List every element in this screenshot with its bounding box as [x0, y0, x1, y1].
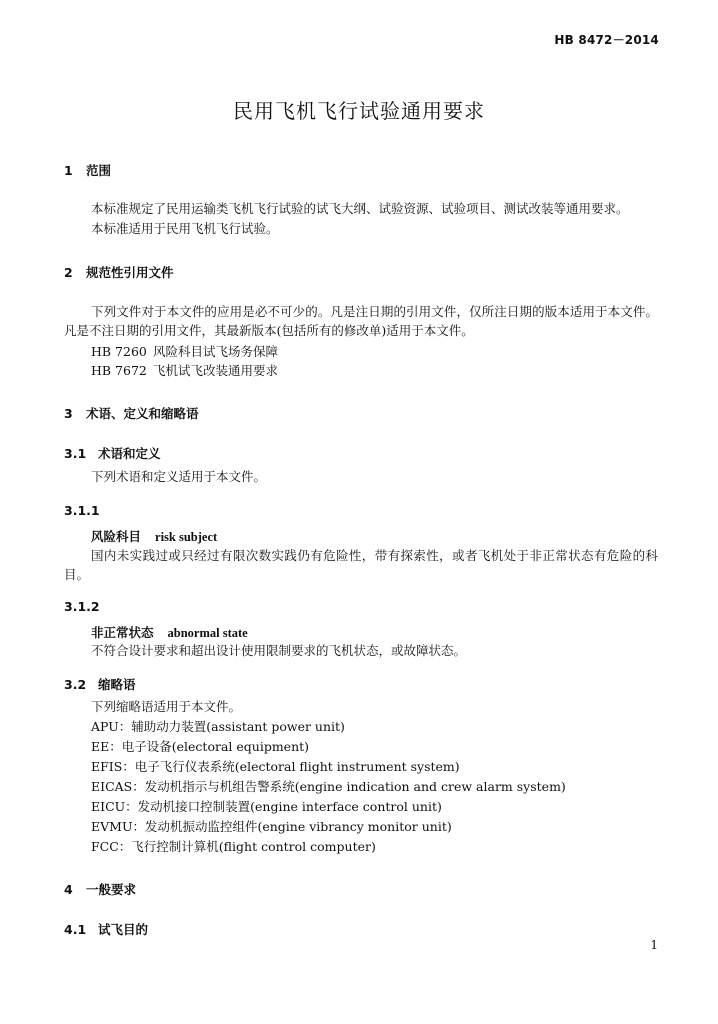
- section-number: 2: [64, 265, 73, 280]
- term-english: risk subject: [155, 530, 218, 544]
- term-entry: [91, 623, 248, 641]
- section-number: 3.2: [64, 677, 87, 692]
- section-title: 术语、定义和缩略语: [86, 406, 199, 421]
- abbreviation-item: EICAS：发动机指示与机组告警系统(engine indication and crew alarm system): [91, 779, 566, 794]
- term-definition: 国内未实践过或只经过有限次数实践仍有危险性，带有探索性，或者飞机处于非正常状态有危险的科目。: [64, 548, 658, 582]
- section-title: 规范性引用文件: [86, 265, 174, 280]
- section-1-heading: [64, 161, 111, 179]
- reference-item: [91, 363, 278, 379]
- document-title: 民用飞机飞行试验通用要求: [233, 99, 485, 123]
- reference-code: HB 7260: [91, 344, 147, 359]
- section-3-heading: [64, 404, 199, 422]
- page-number: 1: [650, 938, 658, 952]
- references-paragraph: 下列文件对于本文件的应用是必不可少的。凡是注日期的引用文件，仅所注日期的版本适用于本文件。凡是不注日期的引用文件，其最新版本(包括所有的修改单)适用于本文件。: [64, 304, 658, 338]
- section-title: 缩略语: [98, 677, 136, 692]
- term-chinese: 风险科目: [91, 529, 142, 544]
- section-3-1-1-number: 3.1.1: [64, 503, 100, 518]
- reference-name: 飞机试飞改装通用要求: [153, 363, 279, 378]
- abbreviation-item: EFIS：电子飞行仪表系统(electoral flight instrument system): [91, 759, 460, 774]
- section-3-2-heading: [64, 675, 136, 693]
- section-4-heading: [64, 880, 136, 898]
- section-number: 1: [64, 163, 73, 178]
- abbreviation-item: EICU：发动机接口控制装置(engine interface control unit): [91, 799, 442, 814]
- standard-number: HB 8472－2014: [554, 33, 659, 47]
- section-3-1-heading: [64, 444, 161, 462]
- scope-paragraph-2: 本标准适用于民用飞机飞行试验。: [91, 221, 279, 236]
- abbreviation-item: APU：辅助动力装置(assistant power unit): [91, 719, 345, 734]
- reference-item: [91, 344, 278, 360]
- abbreviation-item: FCC：飞行控制计算机(flight control computer): [91, 839, 376, 854]
- section-3-1-2-number: 3.1.2: [64, 599, 100, 614]
- abbreviations-intro: 下列缩略语适用于本文件。: [91, 699, 242, 714]
- term-english: abnormal state: [167, 626, 248, 640]
- abbreviation-item: EVMU：发动机振动监控组件(engine vibrancy monitor unit): [91, 819, 452, 834]
- term-definition: 不符合设计要求和超出设计使用限制要求的飞机状态，或故障状态。: [91, 643, 467, 658]
- section-title: 范围: [86, 163, 112, 178]
- scope-paragraph-1: 本标准规定了民用运输类飞机飞行试验的试飞大纲、试验资源、试验项目、测试改装等通用要求。: [91, 201, 629, 216]
- section-number: 4: [64, 882, 73, 897]
- section-title: 术语和定义: [98, 446, 161, 461]
- abbreviation-item: EE：电子设备(electoral equipment): [91, 739, 310, 754]
- term-chinese: 非正常状态: [91, 625, 154, 640]
- section-number: 3.1: [64, 446, 87, 461]
- reference-code: HB 7672: [91, 363, 147, 378]
- section-4-1-heading: [64, 920, 148, 938]
- term-entry: [91, 527, 217, 545]
- section-2-heading: [64, 263, 174, 281]
- section-number: 3: [64, 406, 73, 421]
- section-title: 一般要求: [86, 882, 137, 897]
- reference-name: 风险科目试飞场务保障: [153, 344, 279, 359]
- section-title: 试飞目的: [98, 922, 149, 937]
- section-number: 4.1: [64, 922, 87, 937]
- terms-intro: 下列术语和定义适用于本文件。: [91, 469, 267, 484]
